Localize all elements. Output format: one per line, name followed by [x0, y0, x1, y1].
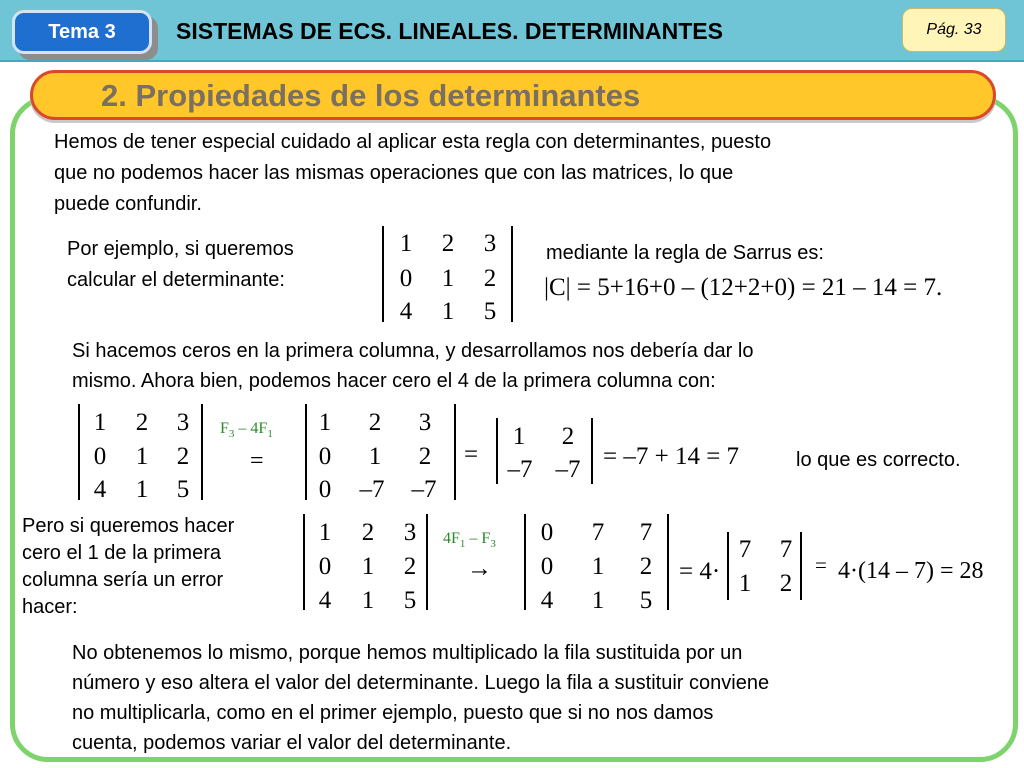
matrix-cell: 1	[512, 423, 526, 450]
matrix-cell: 4	[540, 587, 554, 614]
conclusion-line: No obtenemos lo mismo, porque hemos multiplicado la fila sustituida por un	[72, 642, 743, 664]
header-title: SISTEMAS DE ECS. LINEALES. DETERMINANTES	[176, 18, 723, 44]
matrix-cell: 2	[779, 570, 793, 597]
matrix-cell: 0	[540, 519, 554, 546]
matrix-cell: 4	[93, 476, 107, 503]
matrix-cell: 4	[318, 587, 332, 614]
matrix-cell: –7	[411, 476, 437, 503]
equals-sign: =	[250, 448, 264, 474]
tema-badge[interactable]: Tema 3	[12, 10, 152, 54]
example-line: calcular el determinante:	[67, 269, 285, 291]
matrix-cell: 1	[361, 553, 375, 580]
matrix-cell: 2	[368, 409, 382, 436]
matrix-cell: 1	[318, 409, 332, 436]
conclusion-line: no multiplicarla, como en el primer ejemplo, puesto que si no nos damos	[72, 702, 714, 724]
det-bar-right	[511, 226, 513, 322]
matrix-cell: 7	[738, 536, 752, 563]
matrix-cell: 5	[639, 587, 653, 614]
det-bar-right	[454, 404, 456, 500]
matrix-cell: 7	[639, 519, 653, 546]
matrix-cell: 0	[540, 553, 554, 580]
matrix-cell: 2	[441, 230, 455, 257]
equals-sign: =	[464, 441, 479, 468]
matrix-cell: 2	[176, 443, 190, 470]
matrix-cell: 5	[403, 587, 417, 614]
det-bar-right	[800, 532, 802, 600]
wrong-line: cero el 1 de la primera	[22, 542, 221, 564]
intro-line: Hemos de tener especial cuidado al aplicar esta regla con determinantes, puesto	[54, 131, 772, 153]
row1-result: = –7 + 14 = 7	[603, 443, 740, 470]
row-operation-label: $F_3 - 4F_1$	[220, 420, 273, 441]
matrix-cell: 1	[368, 443, 382, 470]
matrix-cell: –7	[507, 456, 533, 483]
det-bar-left	[305, 404, 307, 500]
matrix-cell: 2	[403, 553, 417, 580]
section-title: 2. Propiedades de los determinantes	[101, 78, 641, 113]
conclusion-line: número y eso altera el valor del determinante. Luego la fila a sustituir conviene	[72, 672, 770, 694]
det-bar-right	[426, 514, 428, 610]
det-bar-left	[496, 418, 498, 484]
matrix-cell: 2	[639, 553, 653, 580]
matrix-cell: 1	[591, 553, 605, 580]
matrix-cell: 1	[93, 409, 107, 436]
matrix-cell: 1	[135, 476, 149, 503]
matrix-cell: 1	[361, 587, 375, 614]
matrix-cell: 0	[93, 443, 107, 470]
matrix-cell: 2	[361, 519, 375, 546]
para-line: Si hacemos ceros en la primera columna, y desarrollamos nos debería dar lo	[72, 340, 754, 362]
header-bar	[0, 0, 1024, 62]
matrix-cell: 2	[483, 265, 497, 292]
matrix-cell: 5	[483, 298, 497, 325]
matrix-cell: 7	[779, 536, 793, 563]
arrow-icon: →	[467, 555, 492, 582]
wrong-line: hacer:	[22, 596, 78, 618]
det-bar-left	[727, 532, 729, 600]
matrix-cell: 0	[399, 265, 413, 292]
det-bar-right	[667, 514, 669, 610]
para-line: mismo. Ahora bien, podemos hacer cero el 4 de la primera columna con:	[72, 370, 716, 392]
example-line: Por ejemplo, si queremos	[67, 238, 294, 260]
factor-label: = 4·	[679, 558, 721, 585]
sarrus-label: mediante la regla de Sarrus es:	[546, 242, 824, 264]
matrix-cell: 5	[176, 476, 190, 503]
matrix-cell: 1	[591, 587, 605, 614]
sarrus-result: |C| = 5+16+0 – (12+2+0) = 21 – 14 = 7.	[544, 274, 943, 301]
matrix-cell: 1	[441, 298, 455, 325]
section-header	[30, 70, 996, 120]
matrix-cell: 7	[591, 519, 605, 546]
matrix-cell: 2	[135, 409, 149, 436]
matrix-cell: 3	[403, 519, 417, 546]
wrong-line: columna sería un error	[22, 569, 224, 591]
det-bar-left	[78, 404, 80, 500]
conclusion-line: cuenta, podemos variar el valor del determinante.	[72, 732, 512, 754]
det-bar-left	[303, 514, 305, 610]
matrix-cell: 2	[561, 423, 575, 450]
matrix-cell: –7	[555, 456, 581, 483]
matrix-cell: 3	[418, 409, 432, 436]
matrix-cell: 1	[738, 570, 752, 597]
wrong-line: Pero si queremos hacer	[22, 515, 235, 537]
intro-line: que no podemos hacer las mismas operaciones que con las matrices, lo que	[54, 162, 734, 184]
det-bar-left	[382, 226, 384, 322]
matrix-cell: 3	[176, 409, 190, 436]
intro-line: puede confundir.	[54, 193, 202, 215]
equals-sign: =	[815, 553, 827, 577]
det-bar-left	[524, 514, 526, 610]
matrix-cell: 1	[318, 519, 332, 546]
matrix-cell: –7	[359, 476, 385, 503]
matrix-cell: 4	[399, 298, 413, 325]
det-bar-right	[201, 404, 203, 500]
matrix-cell: 0	[318, 476, 332, 503]
matrix-cell: 1	[399, 230, 413, 257]
row1-comment: lo que es correcto.	[796, 449, 961, 471]
page-number: Pág. 33	[902, 8, 1006, 52]
matrix-cell: 0	[318, 553, 332, 580]
wrong-result: 4·(14 – 7) = 28	[838, 558, 984, 584]
row-operation-label: $4F_1 - F_3$	[443, 530, 496, 551]
matrix-cell: 0	[318, 443, 332, 470]
matrix-cell: 3	[483, 230, 497, 257]
matrix-cell: 1	[135, 443, 149, 470]
det-bar-right	[591, 418, 593, 484]
matrix-cell: 1	[441, 265, 455, 292]
matrix-cell: 2	[418, 443, 432, 470]
